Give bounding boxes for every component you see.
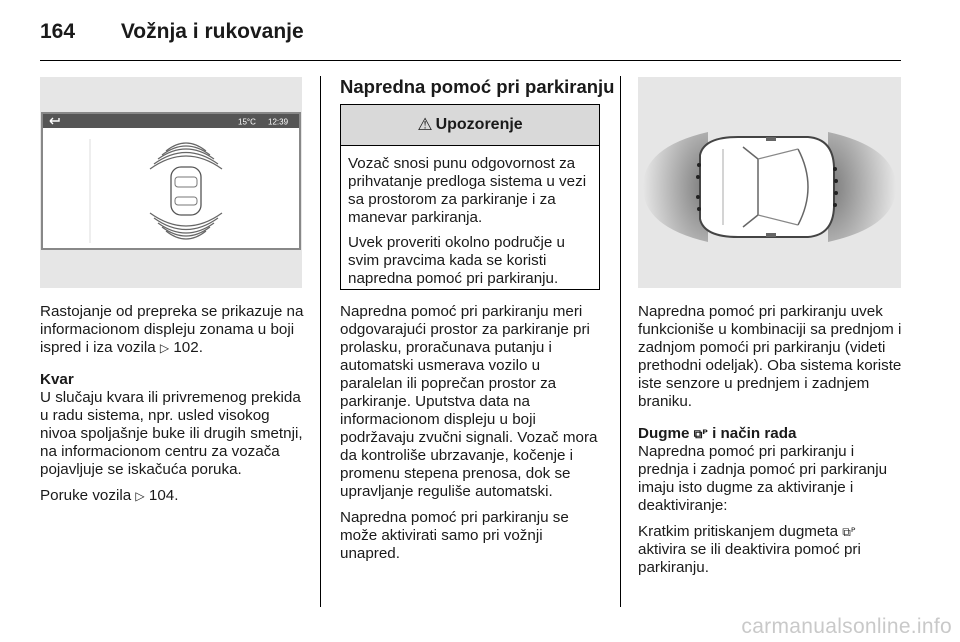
middle-column <box>340 303 605 571</box>
fault-paragraph: U slučaju kvara ili privremenog prekida u radu sistema, npr. usled visokog nivoa spoljašnje buke ili drugih smetnji, na informacionom centru za vozača pojavljuje se iskačuća poruka. <box>40 389 303 478</box>
section-title: Napredna pomoć pri parkiranju <box>340 76 615 97</box>
parking-assist-button-icon: ⧉ᴾ <box>693 427 708 441</box>
warning-paragraph-1: Vozač snosi punu odgovornost za prihvatanje predloga sistema u vezi sa prostorom za parkiranje i za manevar parkiranja. <box>348 155 587 226</box>
intro-page-ref[interactable]: 102. <box>173 339 203 356</box>
button-paragraph: Napredna pomoć pri parkiranju i prednja i zadnja pomoć pri parkiranju imaju isto dugme za aktiviranje i deaktiviranje: <box>638 443 888 514</box>
display-illustration <box>40 77 302 288</box>
page-number: 164 <box>40 20 76 43</box>
display-figure <box>40 77 302 288</box>
left-column <box>40 303 305 513</box>
warning-paragraph-2: Uvek proveriti okolno područje u svim pravcima kada se koristi napredna pomoć pri parkiranju. <box>348 234 565 287</box>
warning-title: Upozorenje <box>435 116 523 133</box>
footer-watermark: carmanualsonline.info <box>741 615 952 638</box>
parking-assist-button-icon: ⧉ᴾ <box>842 525 856 539</box>
page-ref-icon: ▷ <box>135 489 145 503</box>
press-paragraph: Kratkim pritiskanjem dugmeta ⧉ᴾ aktivira se ili deaktivira pomoć pri parkiranju. <box>638 523 861 576</box>
page-header <box>40 20 304 44</box>
right-paragraph-1: Napredna pomoć pri parkiranju uvek funkcioniše u kombinaciji sa prednjom i zadnjom pomoći pri parkiranju (videti prethodni odeljak). Oba sistema koriste iste senzore u prednjem i zadnjem braniku. <box>638 303 902 410</box>
page-title: Vožnja i rukovanje <box>120 20 304 43</box>
warning-triangle-icon: ⚠ <box>417 115 433 134</box>
car-sensor-illustration <box>638 77 901 288</box>
car-top-view-icon <box>171 167 201 215</box>
right-column <box>638 303 903 585</box>
display-temperature: 15°C <box>238 117 256 127</box>
header-rule <box>40 60 901 61</box>
car-sensor-figure <box>638 77 901 288</box>
messages-paragraph: Poruke vozila ▷ 104. <box>40 487 179 504</box>
messages-page-ref[interactable]: 104. <box>148 487 179 504</box>
fault-heading: Kvar <box>40 371 74 388</box>
display-time: 12:39 <box>268 117 289 127</box>
warning-body <box>341 146 599 288</box>
column-divider-right <box>620 76 621 607</box>
middle-paragraph-2: Napredna pomoć pri parkiranju se može aktivirati samo pri vožnji unapred. <box>340 509 569 562</box>
car-top-view-icon <box>700 137 834 237</box>
column-divider-left <box>320 76 321 607</box>
page-ref-icon: ▷ <box>159 341 170 355</box>
warning-box <box>340 104 600 290</box>
intro-paragraph: Rastojanje od prepreka se prikazuje na informacionom displeju zonama u boji ispred i iza vozila ▷ 102. <box>40 303 304 356</box>
middle-paragraph-1: Napredna pomoć pri parkiranju meri odgovarajući prostor za parkiranje pri prolasku, proračunava putanju i automatski usmerava vozilo u paralelan ili poprečan prostor za parkiranje. Uputstva data na informacionom displeju u boji podržavaju zvučni signali. Vozač mora da kontroliše ubrzavanje, kočenje i promenu stepena prenosa, dok se upravljanje reguliše automatski. <box>340 303 598 500</box>
warning-header <box>341 105 599 146</box>
button-heading: Dugme ⧉ᴾ i način rada <box>638 425 797 442</box>
